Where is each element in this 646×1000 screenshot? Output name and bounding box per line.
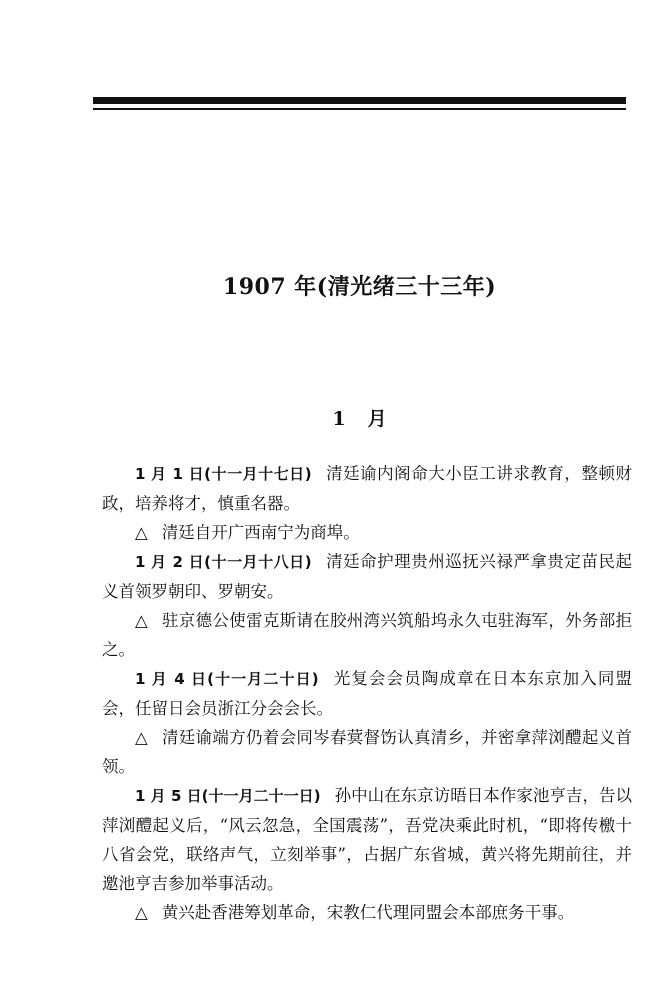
year-title: 1907 年(清光绪三十三年) xyxy=(222,274,497,300)
entry-text: 孙中山在东京访晤日本作家池亨吉，告以萍浏醴起义后，“风云忽急，全国震荡”，吾党决乘此时机，“即将传檄十八省会党，联络声气，立刻举事”，占据广东省城，黄兴将先期前往，并邀池亨吉参加举事活动。 xyxy=(102,786,632,893)
entry xyxy=(102,459,632,518)
entry-text: 黄兴赴香港筹划革命，宋教仁代理同盟会本部庶务干事。 xyxy=(161,903,575,922)
entry-date: 1 月 4 日(十一月二十日) xyxy=(135,670,319,688)
chronicle-entries xyxy=(102,459,632,927)
entry-text: 清廷命护理贵州巡抚兴禄严拿贵定苗民起义首领罗朝印、罗朝安。 xyxy=(102,552,632,601)
entry-text: 清廷谕内阁命大小臣工讲求教育，整顿财政，培养将才，慎重名器。 xyxy=(102,464,632,513)
triangle-marker: △ xyxy=(135,728,148,747)
entry-date: 1 月 5 日(十一月二十一日) xyxy=(135,787,321,805)
header-rule-thin xyxy=(93,108,626,110)
header-rule-thick xyxy=(93,97,626,104)
entry xyxy=(102,898,632,927)
entry xyxy=(102,664,632,723)
entry-text: 光复会会员陶成章在日本东京加入同盟会，任留日会员浙江分会会长。 xyxy=(102,669,632,718)
entry-text: 驻京德公使雷克斯请在胶州湾兴筑船坞永久屯驻海军，外务部拒之。 xyxy=(102,611,633,659)
triangle-marker: △ xyxy=(135,611,148,630)
entry xyxy=(102,518,632,547)
triangle-marker: △ xyxy=(135,523,148,542)
entry-date: 1 月 2 日(十一月十八日) xyxy=(135,553,312,571)
month-unit: 月 xyxy=(367,408,387,430)
month-number: 1 xyxy=(332,408,346,430)
entry-text: 清廷谕端方仍着会同岑春蓂督饬认真清乡，并密拿萍浏醴起义首领。 xyxy=(102,728,633,776)
entry-text: 清廷自开广西南宁为商埠。 xyxy=(161,523,360,542)
triangle-marker: △ xyxy=(135,903,148,922)
entry xyxy=(102,781,632,898)
entry xyxy=(102,723,632,781)
entry-date: 1 月 1 日(十一月十七日) xyxy=(135,465,312,483)
entry xyxy=(102,547,632,606)
entry xyxy=(102,606,632,664)
month-title xyxy=(93,404,626,431)
